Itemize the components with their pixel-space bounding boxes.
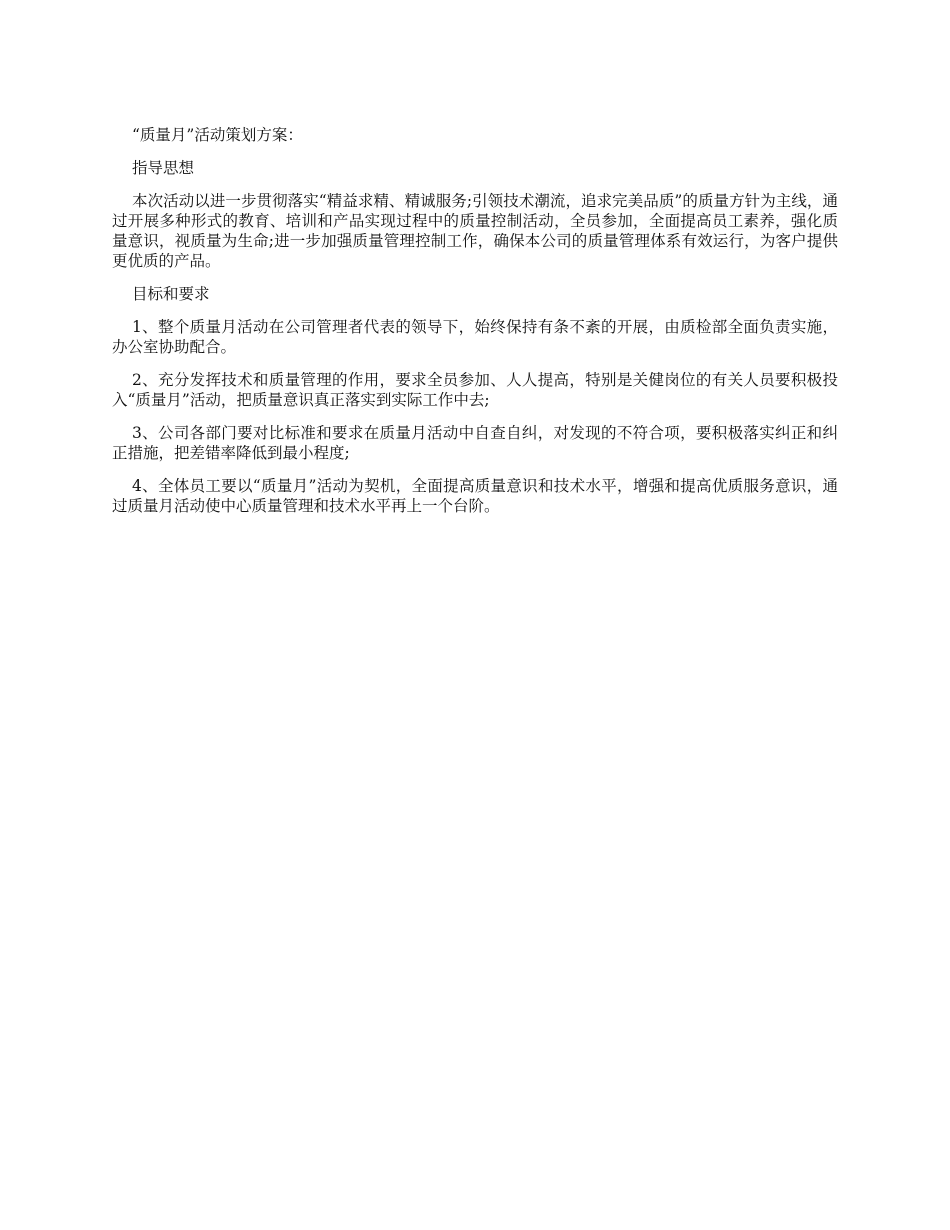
goal-item-4: 4、全体员工要以“质量月”活动为契机，全面提高质量意识和技术水平，增强和提高优质服务意识，通过质量月活动使中心质量管理和技术水平再上一个台阶。 bbox=[112, 477, 838, 515]
section-heading-goals: 目标和要求 bbox=[132, 285, 210, 303]
goal-item-1: 1、整个质量月活动在公司管理者代表的领导下，始终保持有条不紊的开展，由质检部全面负责实施，办公室协助配合。 bbox=[112, 318, 838, 356]
goal-item-2: 2、充分发挥技术和质量管理的作用，要求全员参加、人人提高，特别是关健岗位的有关人员要积极投入“质量月”活动，把质量意识真正落实到实际工作中去; bbox=[112, 371, 838, 409]
paragraph-guiding-idea: 本次活动以进一步贯彻落实“精益求精、精诚服务;引领技术潮流，追求完美品质”的质量方针为主线，通过开展多种形式的教育、培训和产品实现过程中的质量控制活动，全员参加，全面提高员工素养，强化质量意识，视质量为生命;进一步加强质量管理控制工作，确保本公司的质量管理体系有效运行，为客户提供更优质的产品。 bbox=[112, 192, 838, 270]
document-body bbox=[112, 125, 838, 529]
goal-item-3: 3、公司各部门要对比标准和要求在质量月活动中自查自纠，对发现的不符合项，要积极落实纠正和纠正措施，把差错率降低到最小程度; bbox=[112, 424, 838, 462]
document-title: “质量月”活动策划方案： bbox=[132, 126, 303, 144]
section-heading-guiding-idea: 指导思想 bbox=[132, 159, 195, 177]
